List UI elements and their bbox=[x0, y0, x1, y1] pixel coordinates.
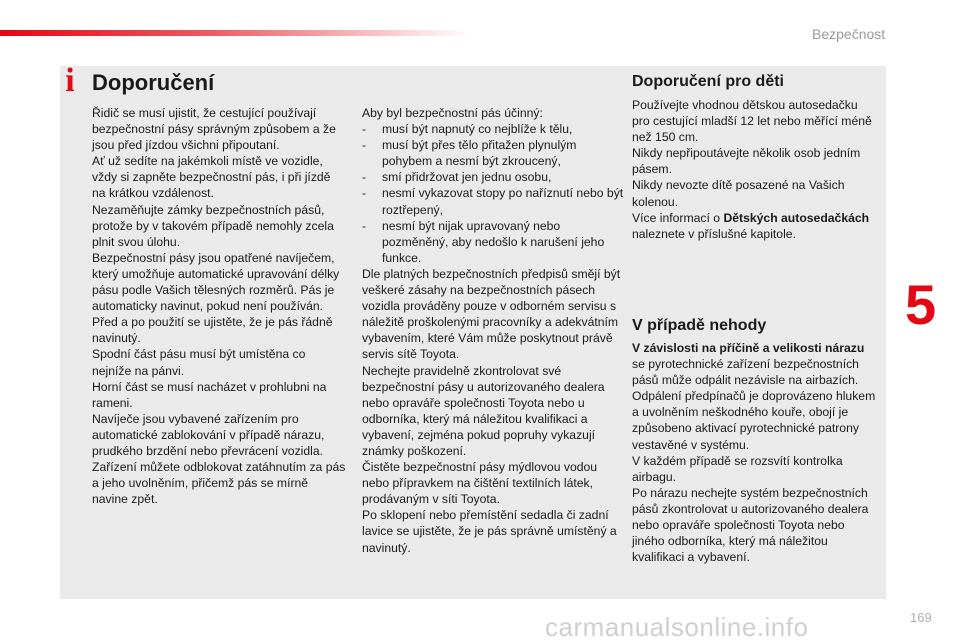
paragraph: Po sklopení nebo přemístění sedadla či zadní lavice se ujistěte, že je pás správně umístěný a navinutý. bbox=[362, 508, 617, 555]
children-title: Doporučení pro děti bbox=[632, 73, 784, 90]
paragraph: Nikdy nevozte dítě posazené na Vašich kolenou. bbox=[632, 178, 845, 209]
paragraph: Po nárazu nechejte systém bezpečnostních pásů zkontrolovat u autorizovaného dealera nebo opraváře společnosti Toyota nebo jiného odborníka, který má náležitou kvalifikaci a vybavení. bbox=[632, 485, 869, 565]
section-title: Bezpečnost bbox=[812, 26, 886, 42]
list-item: - smí přidržovat jen jednu osobu, bbox=[362, 169, 626, 185]
watermark: carmanualsonline.info bbox=[545, 612, 809, 642]
requirements-list bbox=[362, 121, 626, 266]
list-item: - musí být napnutý co nejblíže k tělu, bbox=[362, 121, 626, 137]
header-accent-bar bbox=[0, 30, 470, 36]
paragraph: Nezaměňujte zámky bezpečnostních pásů, protože by v takovém případě nemohly zcela plnit svou úlohu. bbox=[92, 202, 334, 249]
panel-title: Doporučení bbox=[92, 70, 215, 95]
list-item: - nesmí být nijak upravovaný nebo pozměněný, aby nedošlo k narušení jeho funkce. bbox=[362, 218, 626, 266]
paragraph: V každém případě se rozsvítí kontrolka airbagu. bbox=[632, 453, 843, 484]
column-1 bbox=[92, 105, 347, 507]
paragraph: Spodní část pásu musí být umístěna co nejníže na pánvi. bbox=[92, 347, 306, 378]
accident-section bbox=[632, 340, 879, 565]
list-intro: Aby byl bezpečnostní pás účinný: bbox=[362, 106, 543, 120]
paragraph: Více informací o Dětských autosedačkách naleznete v příslušné kapitole. bbox=[632, 210, 870, 241]
paragraph: Ať už sedíte na jakémkoli místě ve vozidle, vždy si zapněte bezpečnostní pás, i při jízdě na krátkou vzdálenost. bbox=[92, 154, 331, 201]
child-seats-reference: Dětských autosedačkách bbox=[723, 210, 870, 225]
paragraph: Nikdy nepřipoutávejte několik osob jedním pásem. bbox=[632, 146, 861, 177]
paragraph: Dle platných bezpečnostních předpisů smějí být veškeré zásahy na bezpečnostních pásech vozidla prováděny pouze v odborném servisu s náležitě proškolenými pracovníky a adekvátním vybavením, které Vám může poskytnout právě servis sítě Toyota. bbox=[362, 266, 621, 362]
paragraph: Používejte vhodnou dětskou autosedačku pro cestující mladší 12 let nebo měřící méně než 150 cm. bbox=[632, 98, 872, 145]
page-number: 169 bbox=[910, 610, 932, 625]
chapter-number: 5 bbox=[905, 273, 937, 336]
paragraph: Před a po použití se ujistěte, že je pás řádně navinutý. bbox=[92, 315, 333, 346]
paragraph: Horní část se musí nacházet v prohlubni na rameni. bbox=[92, 379, 327, 410]
paragraph: Bezpečnostní pásy jsou opatřené navíječem, který umožňuje automatické upravování délky pásu podle Vašich tělesných rozměrů. Pás je automaticky navinut, pokud není používán. bbox=[92, 250, 340, 314]
paragraph: Řidič se musí ujistit, že cestující používají bezpečnostní pásy správným způsobem a že jsou před jízdou všichni připoutaní. bbox=[92, 106, 336, 153]
list-item: - musí být přes tělo přitažen plynulým pohybem a nesmí být zkroucený, bbox=[362, 137, 626, 169]
column-2 bbox=[362, 105, 626, 556]
children-section bbox=[632, 97, 877, 242]
accident-title: V případě nehody bbox=[632, 317, 767, 334]
paragraph: Navíječe jsou vybavené zařízením pro automatické zablokování v případě nárazu, prudkého brzdění nebo převrácení vozidla. Zařízení můžete odblokovat zatáhnutím za pás a jeho uvolněním, přičemž pás se mírně navine zpět. bbox=[92, 411, 346, 507]
paragraph: Nechejte pravidelně zkontrolovat své bezpečnostní pásy u autorizovaného dealera nebo opraváře společnosti Toyota nebo u odborníka, který má náležitou kvalifikaci a vybavení, zejména pokud popruhy vykazují známky poškození. bbox=[362, 363, 605, 458]
info-icon: i bbox=[65, 62, 75, 99]
list-item: - nesmí vykazovat stopy po naříznutí nebo být roztřepený, bbox=[362, 185, 626, 217]
paragraph: V závislosti na příčině a velikosti nárazu se pyrotechnické zařízení bezpečnostních pásů může odpálit nezávisle na airbazích. Odpálení předpínačů je doprovázeno hlukem a uvolněním neškodného kouře, obojí je způsobeno aktivací pyrotechnické patrony vestavěné v systému. bbox=[632, 341, 876, 452]
paragraph: Čistěte bezpečnostní pásy mýdlovou vodou nebo přípravkem na čištění textilních látek, prodávaným v síti Toyota. bbox=[362, 460, 598, 507]
